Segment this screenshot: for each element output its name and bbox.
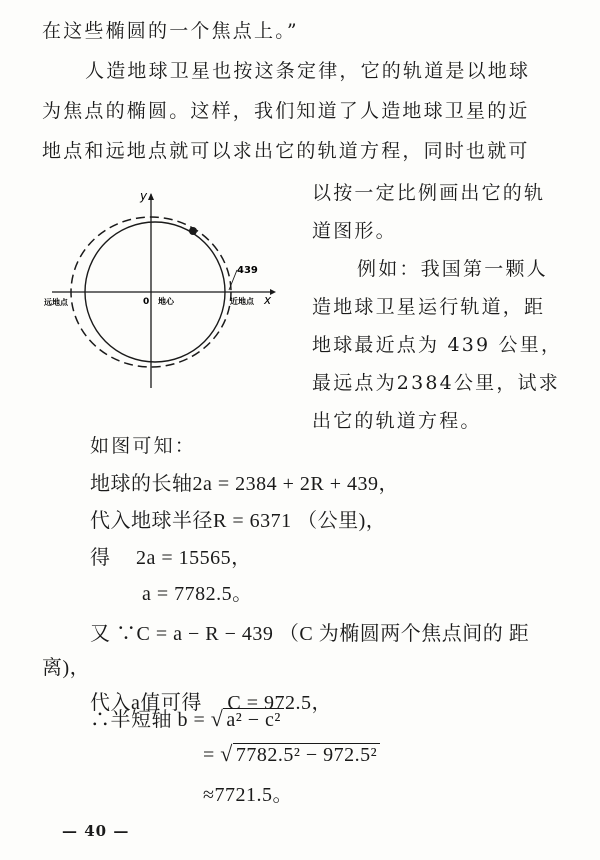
paragraph-line: 地点和远地点就可以求出它的轨道方程，同时也就可: [42, 140, 530, 162]
paragraph-line: 造地球卫星运行轨道，距: [312, 296, 546, 318]
distance-label: 439: [237, 265, 258, 276]
paragraph-line: 最远点为2384公里，试求: [312, 372, 560, 394]
solution-line: [90, 548, 252, 568]
solution-line: 又 ∵C = a − R − 439 （C 为椭圆两个焦点间的 距: [90, 623, 530, 645]
paragraph-line: 例如：我国第一颗人: [357, 258, 548, 280]
square-root: √ 7782.5² − 972.5²: [220, 743, 380, 766]
paragraph-line: 为焦点的椭圆。这样，我们知道了人造地球卫星的近: [42, 100, 530, 122]
solution-line: a = 7782.5。: [142, 583, 253, 605]
orbit-diagram: [30, 180, 290, 420]
paragraph-line: 以按一定比例画出它的轨: [312, 182, 546, 204]
solution-line: ≈7721.5。: [203, 784, 293, 806]
apogee-label: 远地点: [44, 298, 68, 307]
page-number: — 40 —: [62, 822, 130, 840]
paragraph-line: 人造地球卫星也按这条定律，它的轨道是以地球: [85, 60, 531, 82]
solution-line: [90, 708, 284, 731]
solution-line: 地球的长轴2a = 2384 + 2R + 439，: [90, 473, 400, 495]
equation: 2a = 15565，: [136, 547, 252, 569]
paragraph-line: 地球最近点为 439 公里，: [312, 334, 563, 356]
paragraph-line: 在这些椭圆的一个焦点上。”: [42, 20, 299, 42]
earth-center-label: 地心: [158, 297, 174, 306]
x-axis-label: x: [264, 293, 272, 307]
solution-line: 代入地球半径R = 6371 （公里)，: [90, 510, 387, 532]
paragraph-line: 道图形。: [312, 220, 397, 242]
equation: C = 972.5，: [227, 692, 333, 714]
solution-line: 如图可知：: [90, 435, 197, 457]
paragraph-line: 出它的轨道方程。: [312, 410, 482, 432]
square-root: √ a² − c²: [211, 708, 284, 731]
result-label: ∴半短轴 b =: [90, 709, 206, 731]
solution-line: 离)，: [42, 657, 91, 679]
y-axis-label: y: [140, 189, 148, 203]
origin-label: 0: [143, 297, 150, 307]
result-label: 代入a值可得: [90, 692, 202, 714]
result-label: 得: [90, 547, 111, 569]
perigee-label: 近地点: [230, 297, 254, 306]
satellite-dot: [189, 227, 197, 235]
solution-line: = √ 7782.5² − 972.5²: [203, 743, 380, 766]
